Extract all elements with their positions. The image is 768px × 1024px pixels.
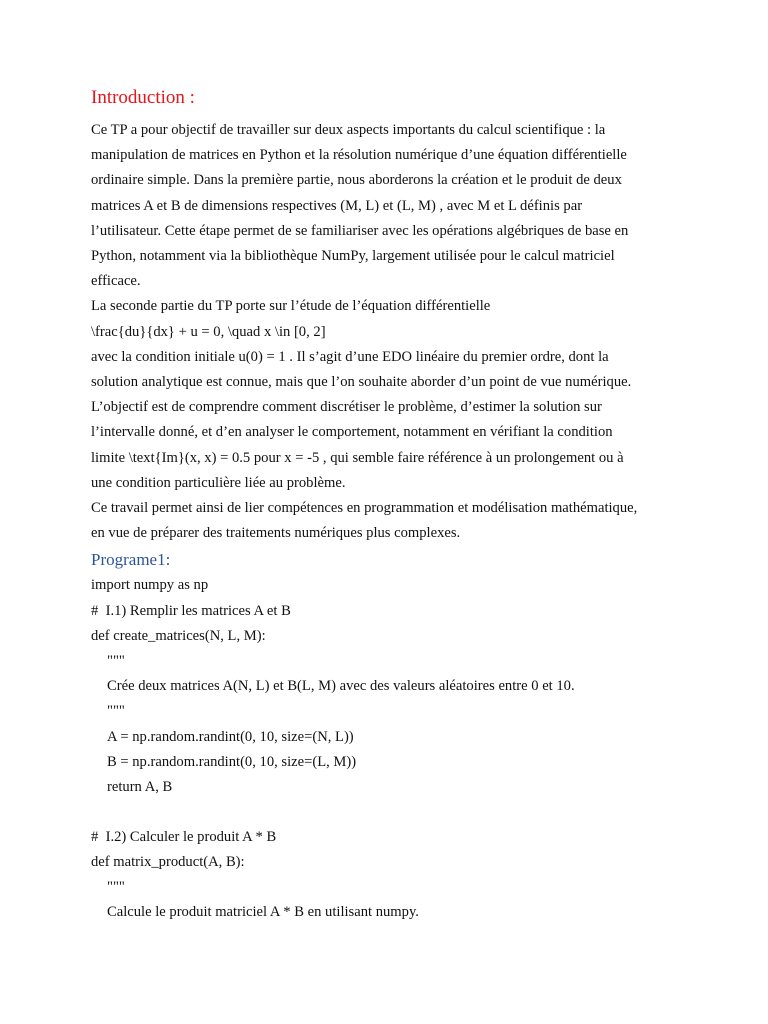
intro-line: La seconde partie du TP porte sur l’étude de l’équation différentielle (91, 298, 491, 315)
equation-line: \frac{du}{dx} + u = 0, \quad x \in [0, 2] (91, 323, 326, 340)
program-heading: Programe1: (91, 550, 171, 570)
code-comment: # I.2) Calculer le produit A * B (91, 828, 277, 845)
introduction-body (91, 118, 681, 546)
intro-line: une condition particulière liée au problème. (91, 474, 346, 491)
document-page (91, 84, 681, 925)
code-listing (91, 573, 681, 925)
code-docstring-quote: """ (107, 653, 125, 670)
code-function-def: def create_matrices(N, L, M): (91, 627, 266, 644)
introduction-heading: Introduction : (91, 87, 195, 108)
intro-line: matrices A et B de dimensions respectives (M, L) et (L, M) , avec M et L définis par (91, 197, 583, 214)
intro-line: l’utilisateur. Cette étape permet de se familiariser avec les opérations algébriques de base en (91, 222, 629, 239)
blank-line (91, 800, 681, 824)
code-comment: # I.1) Remplir les matrices A et B (91, 602, 291, 619)
code-line: A = np.random.randint(0, 10, size=(N, L)) (107, 728, 354, 745)
intro-line: ordinaire simple. Dans la première partie, nous aborderons la création et le produit de deux (91, 172, 622, 189)
intro-line: Python, notamment via la bibliothèque NumPy, largement utilisée pour le calcul matriciel (91, 248, 615, 265)
code-line-import: import numpy as np (91, 577, 209, 594)
intro-line: efficace. (91, 273, 141, 290)
intro-line: Ce travail permet ainsi de lier compétences en programmation et modélisation mathématique, (91, 500, 638, 517)
code-docstring-quote: """ (107, 703, 125, 720)
code-docstring-text: Calcule le produit matriciel A * B en utilisant numpy. (107, 904, 419, 921)
intro-line: manipulation de matrices en Python et la résolution numérique d’une équation différentielle (91, 147, 627, 164)
code-docstring-quote: """ (107, 879, 125, 896)
code-line: B = np.random.randint(0, 10, size=(L, M)) (107, 753, 357, 770)
intro-line: solution analytique est connue, mais que l’on souhaite aborder d’un point de vue numérique. (91, 374, 632, 391)
intro-line: Ce TP a pour objectif de travailler sur deux aspects importants du calcul scientifique : la (91, 122, 606, 138)
code-docstring-text: Crée deux matrices A(N, L) et B(L, M) avec des valeurs aléatoires entre 0 et 10. (107, 678, 575, 695)
intro-line: limite \text{Im}(x, x) = 0.5 pour x = -5 , qui semble faire référence à un prolongement ou à (91, 449, 624, 466)
intro-line: l’intervalle donné, et d’en analyser le comportement, notamment en vérifiant la condition (91, 424, 613, 441)
intro-line: en vue de préparer des traitements numériques plus complexes. (91, 525, 461, 542)
intro-line: L’objectif est de comprendre comment discrétiser le problème, d’estimer la solution sur (91, 399, 602, 416)
intro-line: avec la condition initiale u(0) = 1 . Il s’agit d’une EDO linéaire du premier ordre, dont la (91, 348, 609, 365)
code-return: return A, B (107, 779, 173, 796)
code-function-def: def matrix_product(A, B): (91, 853, 245, 870)
